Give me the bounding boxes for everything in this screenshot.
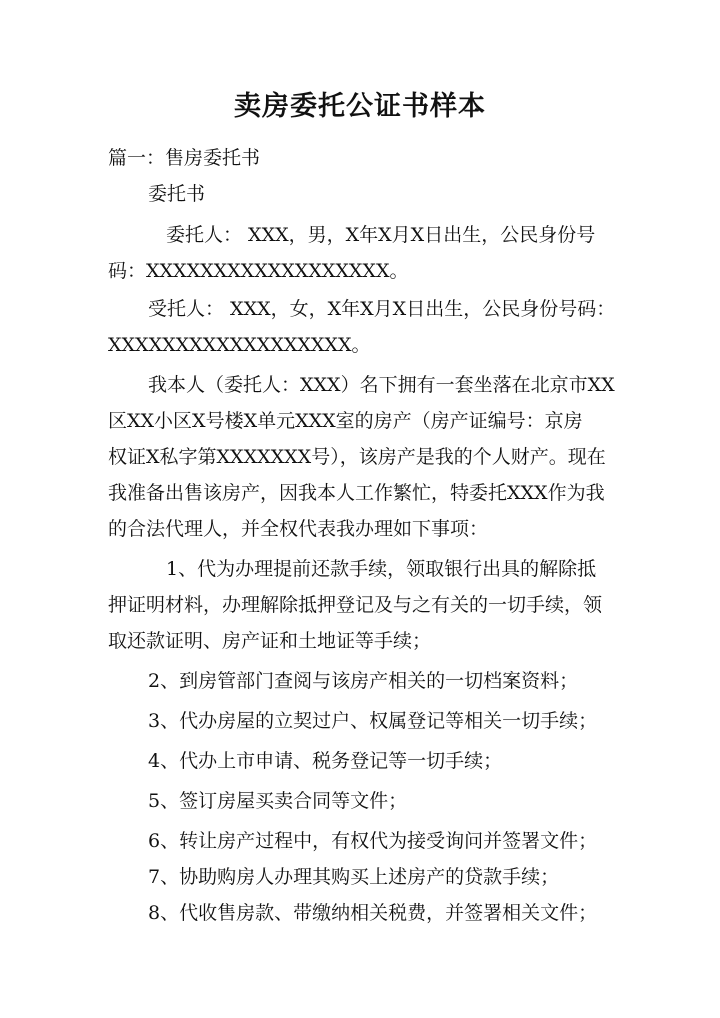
list-item: 8、代收售房款、带缴纳相关税费，并签署相关文件； xyxy=(148,902,598,924)
body-line: 我准备出售该房产，因我本人工作繁忙，特委托XXX作为我 xyxy=(108,482,605,504)
agent-line-1: 受托人： XXX，女，X年X月X日出生，公民身份号码： xyxy=(148,298,616,320)
principal-line-2: 码：XXXXXXXXXXXXXXXXXX。 xyxy=(108,260,409,282)
list-item: 7、协助购房人办理其购买上述房产的贷款手续； xyxy=(148,866,560,888)
list-item: 4、代办上市申请、税务登记等一切手续； xyxy=(148,750,503,772)
section-heading: 篇一：售房委托书 xyxy=(108,147,261,169)
body-line: 的合法代理人，并全权代表我办理如下事项： xyxy=(108,518,489,540)
item-1-line: 1、代为办理提前还款手续，领取银行出具的解除抵 xyxy=(166,558,597,580)
list-item: 2、到房管部门查阅与该房产相关的一切档案资料； xyxy=(148,670,579,692)
list-item: 3、代办房屋的立契过户、权属登记等相关一切手续； xyxy=(148,710,598,732)
item-1-line: 押证明材料，办理解除抵押登记及与之有关的一切手续，领 xyxy=(108,594,603,616)
subtitle: 委托书 xyxy=(148,183,206,205)
agent-line-2: XXXXXXXXXXXXXXXXXX。 xyxy=(108,334,371,356)
principal-line-1: 委托人： XXX，男，X年X月X日出生，公民身份号 xyxy=(166,224,596,246)
list-item: 6、转让房产过程中，有权代为接受询问并签署文件； xyxy=(148,830,598,852)
body-line: 我本人（委托人：XXX）名下拥有一套坐落在北京市XX xyxy=(148,374,615,396)
list-item: 5、签订房屋买卖合同等文件； xyxy=(148,790,408,812)
body-line: 区XX小区X号楼X单元XXX室的房产（房产证编号：京房 xyxy=(108,410,583,432)
document-title: 卖房委托公证书样本 xyxy=(234,91,486,122)
item-1-line: 取还款证明、房产证和土地证等手续； xyxy=(108,630,432,652)
body-line: 权证X私字第XXXXXXX号），该房产是我的个人财产。现在 xyxy=(108,446,606,468)
